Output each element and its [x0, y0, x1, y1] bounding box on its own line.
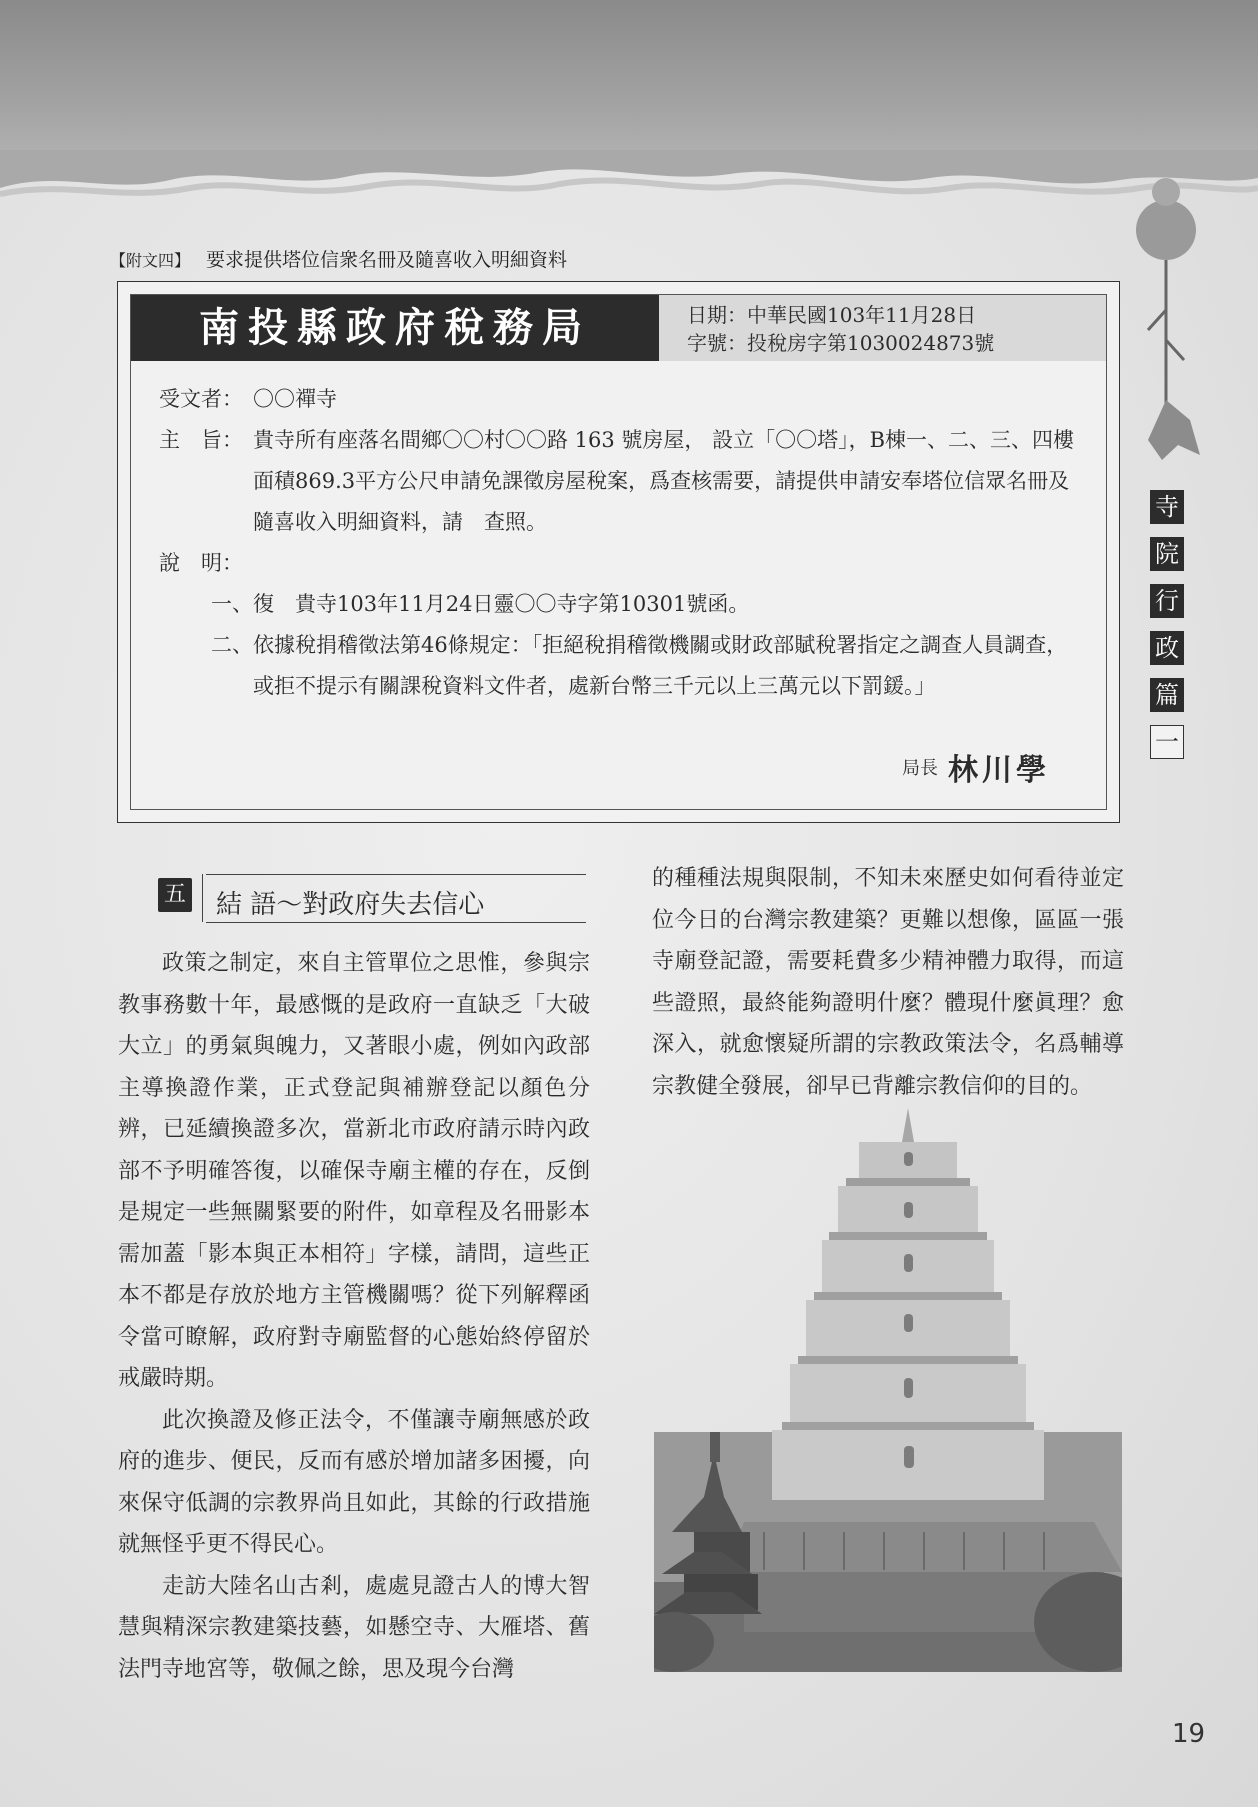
signer-name: 林川學 [948, 753, 1050, 788]
side-tab: 政 [1150, 631, 1184, 665]
side-tab: 寺 [1150, 490, 1184, 524]
side-tab: 一 [1150, 725, 1184, 759]
caption-tag: 【附文四】 [110, 251, 191, 270]
side-tab: 院 [1150, 537, 1184, 571]
signer-title: 局長 [902, 758, 938, 779]
explain-item-number: 二、 [211, 633, 253, 657]
explain-row [159, 543, 1079, 584]
explain-item [159, 584, 1079, 625]
agency-name: 南投縣政府稅務局 [131, 295, 659, 361]
page-number: 19 [1172, 1719, 1206, 1749]
torn-paper-edge [0, 150, 1258, 230]
gourd-ornament-icon [1118, 170, 1218, 470]
subject-label: 主 旨： [159, 428, 243, 452]
signature [902, 745, 1050, 789]
recipient-value: 〇〇禪寺 [253, 387, 337, 411]
recipient-row [159, 379, 1079, 420]
recipient-label: 受文者： [159, 387, 243, 411]
letter-body [159, 379, 1079, 707]
explain-item-text: 復 貴寺103年11月24日靈〇〇寺字第10301號函。 [253, 592, 750, 616]
letter-meta [659, 295, 1106, 361]
official-letter-inner [130, 294, 1107, 810]
body-paragraph: 走訪大陸名山古剎，處處見證古人的博大智慧與精深宗教建築技藝，如懸空寺、大雁塔、舊法門寺地宮等，敬佩之餘，思及現今台灣 [118, 1573, 590, 1682]
body-paragraph: 的種種法規與限制，不知未來歷史如何看待並定位今日的台灣宗教建築？更難以想像，區區一張寺廟登記證，需要耗費多少精神體力取得，而這些證照，最終能夠證明什麼？體現什麼眞理？愈深入，就愈懷疑所謂的宗教政策法令，名爲輔導宗教健全發展，卻早已背離宗教信仰的目的。 [652, 866, 1124, 1099]
explain-item-text: 依據稅捐稽徵法第46條規定：「拒絕稅捐稽徵機關或財政部賦稅署指定之調查人員調查，或拒不提示有關課稅資料文件者，處新台幣三千元以上三萬元以下罰鍰。」 [253, 633, 1068, 698]
side-tab: 篇 [1150, 678, 1184, 712]
letter-date: 日期：中華民國103年11月28日 [687, 303, 977, 327]
official-letter [117, 281, 1120, 823]
explain-label: 說 明： [159, 551, 243, 575]
explain-item-number: 一、 [211, 592, 253, 616]
section-heading [158, 868, 588, 924]
subject-row [159, 420, 1079, 543]
side-tab: 行 [1150, 584, 1184, 618]
side-tabs [1150, 490, 1186, 772]
caption-title: 要求提供塔位信衆名冊及隨喜收入明細資料 [206, 249, 568, 271]
section-number: 五 [158, 878, 192, 912]
explain-item [159, 625, 1079, 707]
pagoda-photo [654, 1102, 1122, 1672]
body-paragraph: 政策之制定，來自主管單位之思惟，參與宗教事務數十年，最感慨的是政府一直缺乏「大破大立」的勇氣與魄力，又著眼小處，例如內政部主導換證作業，正式登記與補辦登記以顏色分辨，已延續換證多次，當新北市政府請示時內政部不予明確答復，以確保寺廟主權的存在，反倒是規定一些無關緊要的附件，如章程及名冊影本需加蓋「影本與正本相符」字樣，請問，這些正本不都是存放於地方主管機關嗎？從下列解釋函令當可瞭解，政府對寺廟監督的心態始終停留於戒嚴時期。 [118, 951, 590, 1391]
body-paragraph: 此次換證及修正法令，不僅讓寺廟無感於政府的進步、便民，反而有感於增加諸多困擾，向來保守低調的宗教界尚且如此，其餘的行政措施就無怪乎更不得民心。 [118, 1407, 590, 1557]
body-left-column [118, 943, 590, 1690]
body-right-column [652, 858, 1124, 1107]
figure-caption [110, 245, 567, 272]
section-title: 結 語～對政府失去信心 [216, 890, 485, 920]
subject-value: 貴寺所有座落名間鄉〇〇村〇〇路 163 號房屋， 設立「〇〇塔」，B棟一、二、三、四樓面積869.3平方公尺申請免課徵房屋稅案，爲查核需要，請提供申請安奉塔位信眾名冊及隨喜收入明細資料，請 查照。 [253, 428, 1075, 534]
letter-ref-no: 字號：投稅房字第1030024873號 [687, 331, 995, 355]
